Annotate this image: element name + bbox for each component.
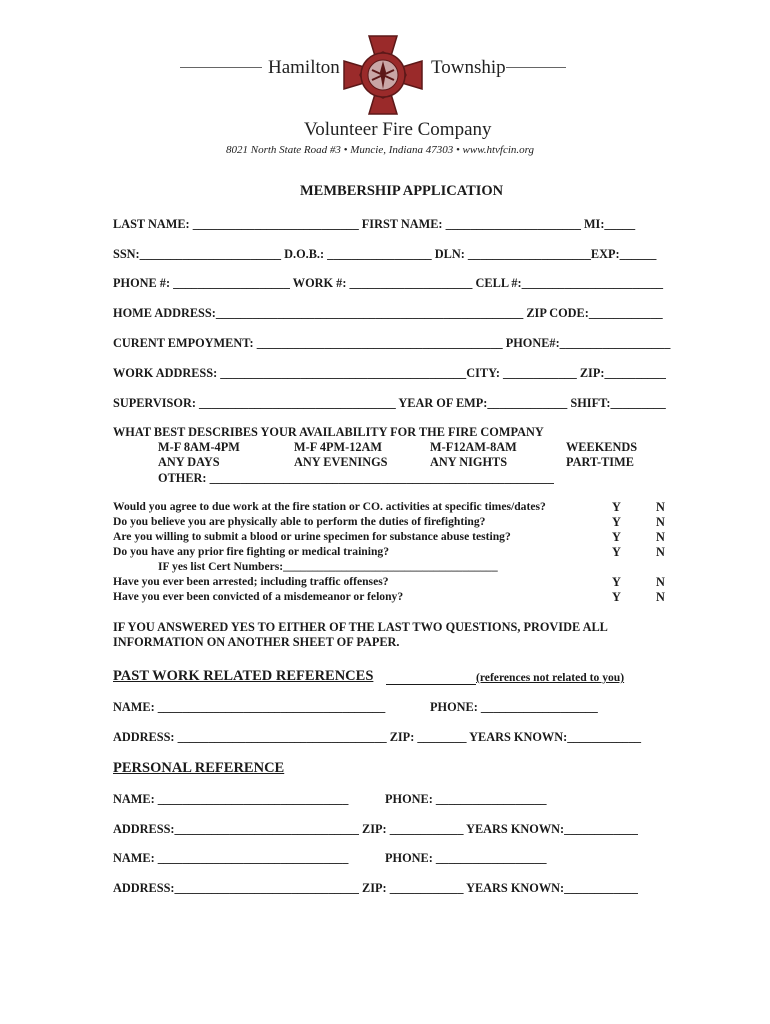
header-address: 8021 North State Road #3 • Muncie, Indiana 47303 • www.htvfcin.org [226, 144, 535, 156]
question-physical-ability: Do you believe you are physically able to perform the duties of firefighting? [113, 515, 486, 528]
availability-option[interactable]: ANY EVENINGS [294, 455, 388, 469]
work-references-underline [386, 684, 476, 685]
availability-option[interactable]: PART-TIME [566, 455, 634, 469]
availability-option[interactable]: ANY DAYS [158, 455, 220, 469]
work-reference-address-line[interactable]: ADDRESS: __________________________________ ZIP: ________ YEARS KNOWN:____________ [113, 730, 641, 744]
maltese-cross-logo [342, 34, 424, 116]
notice-text: INFORMATION ON ANOTHER SHEET OF PAPER. [113, 635, 400, 649]
work-address-line[interactable]: WORK ADDRESS: ________________________________________CITY: ____________ ZIP:__________ [113, 366, 666, 380]
answer-no[interactable]: N [656, 500, 665, 514]
personal-reference-phone-line[interactable]: PHONE: __________________ [385, 792, 547, 806]
header-subtitle: Volunteer Fire Company [304, 119, 492, 140]
page-title: MEMBERSHIP APPLICATION [300, 183, 504, 199]
header-right-word: Township [431, 57, 506, 78]
answer-no[interactable]: N [656, 545, 665, 559]
answer-yes[interactable]: Y [612, 545, 621, 559]
answer-no[interactable]: N [656, 590, 665, 604]
question-convicted: Have you ever been convicted of a misdemeanor or felony? [113, 590, 404, 603]
work-reference-name-line[interactable]: NAME: _____________________________________ [113, 700, 386, 714]
personal-reference-phone-line[interactable]: PHONE: __________________ [385, 851, 547, 865]
question-station-duty: Would you agree to due work at the fire station or CO. activities at specific times/dates? [113, 500, 546, 513]
answer-yes[interactable]: Y [612, 530, 621, 544]
answer-yes[interactable]: Y [612, 575, 621, 589]
availability-option[interactable]: ANY NIGHTS [430, 455, 508, 469]
personal-reference-name-line[interactable]: NAME: _______________________________ [113, 851, 349, 865]
answer-no[interactable]: N [656, 515, 665, 529]
work-references-note: (references not related to you) [476, 671, 625, 684]
answer-yes[interactable]: Y [612, 515, 621, 529]
work-reference-phone-line[interactable]: PHONE: ___________________ [430, 700, 598, 714]
availability-option[interactable]: WEEKENDS [566, 440, 638, 454]
availability-option[interactable]: M-F12AM-8AM [430, 440, 517, 454]
answer-no[interactable]: N [656, 530, 665, 544]
supervisor-line[interactable]: SUPERVISOR: ________________________________ YEAR OF EMP:_____________ SHIFT:_________ [113, 396, 666, 410]
availability-heading: WHAT BEST DESCRIBES YOUR AVAILABILITY FOR THE FIRE COMPANY [113, 425, 544, 439]
availability-option[interactable]: M-F 4PM-12AM [294, 440, 382, 454]
personal-reference-name-line[interactable]: NAME: _______________________________ [113, 792, 349, 806]
personal-reference-address-line[interactable]: ADDRESS:______________________________ ZIP: ____________ YEARS KNOWN:____________ [113, 881, 638, 895]
personal-reference-address-line[interactable]: ADDRESS:______________________________ ZIP: ____________ YEARS KNOWN:____________ [113, 822, 638, 836]
answer-no[interactable]: N [656, 575, 665, 589]
availability-option[interactable]: M-F 8AM-4PM [158, 440, 240, 454]
personal-reference-heading: PERSONAL REFERENCE [113, 760, 285, 776]
header-rule-left [180, 67, 262, 68]
question-arrested: Have you ever been arrested; including traffic offenses? [113, 575, 389, 588]
name-line[interactable]: LAST NAME: ___________________________ FIRST NAME: ______________________ MI:_____ [113, 217, 636, 231]
question-substance-test: Are you willing to submit a blood or urine specimen for substance abuse testing? [113, 530, 511, 543]
ssn-line[interactable]: SSN:_______________________ D.O.B.: _________________ DLN: ____________________EXP:______ [113, 247, 657, 261]
header-left-word: Hamilton [268, 57, 340, 78]
header-rule-right [506, 67, 566, 68]
answer-yes[interactable]: Y [612, 590, 621, 604]
home-address-line[interactable]: HOME ADDRESS:__________________________________________________ ZIP CODE:____________ [113, 306, 663, 320]
work-references-heading: PAST WORK RELATED REFERENCES [113, 668, 374, 684]
cert-numbers-line[interactable]: IF yes list Cert Numbers:_____________________________________ [158, 560, 498, 573]
notice-text: IF YOU ANSWERED YES TO EITHER OF THE LAST TWO QUESTIONS, PROVIDE ALL [113, 620, 608, 634]
employment-line[interactable]: CURENT EMPOYMENT: ________________________________________ PHONE#:__________________ [113, 336, 671, 350]
question-prior-training: Do you have any prior fire fighting or medical training? [113, 545, 389, 558]
answer-yes[interactable]: Y [612, 500, 621, 514]
phone-line[interactable]: PHONE #: ___________________ WORK #: ____________________ CELL #:_______________________ [113, 276, 664, 290]
availability-other-line[interactable]: OTHER: ________________________________________________________ [158, 471, 554, 485]
